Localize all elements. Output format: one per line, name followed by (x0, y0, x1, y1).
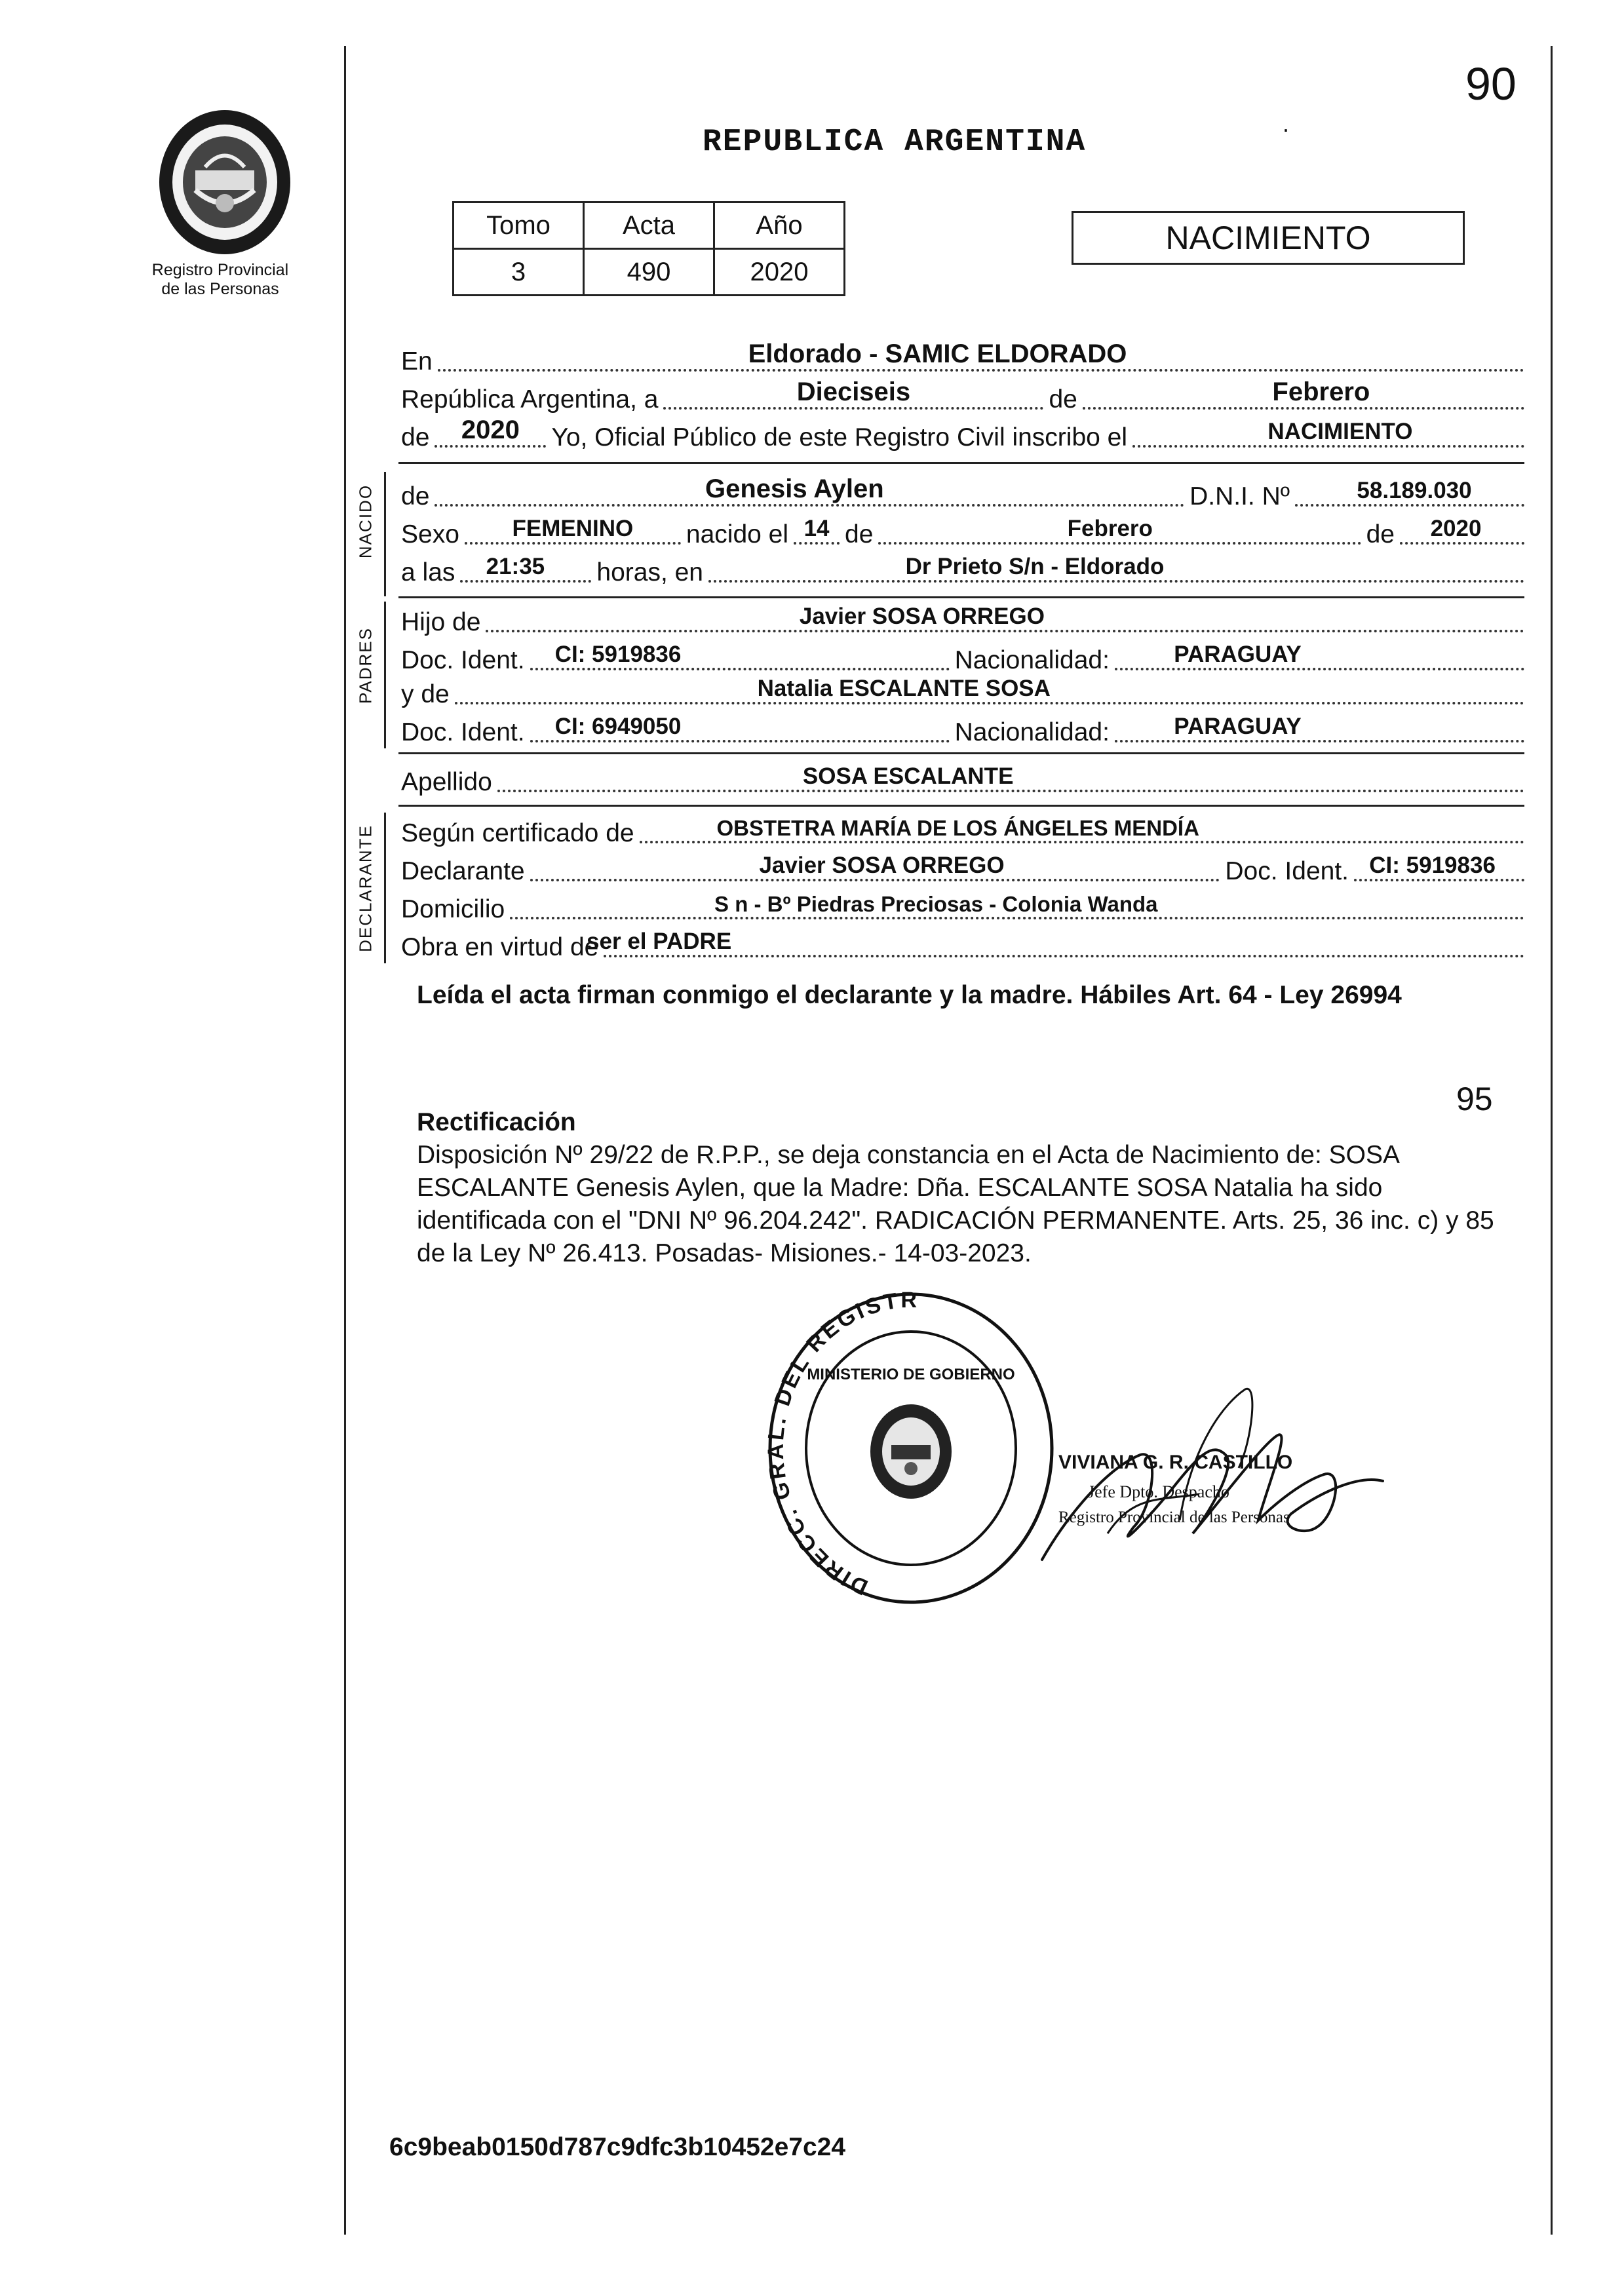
signature-office: Registro Provincial de las Personas (1058, 1509, 1290, 1526)
value-mother-nat: PARAGUAY (1174, 714, 1302, 739)
fill-father (486, 593, 1524, 632)
label-sexo: Sexo (401, 520, 459, 548)
acta-header-acta: Acta (584, 202, 714, 249)
stamp-inner-text: MINISTERIO DE GOBIERNO (807, 1366, 1015, 1383)
fill-birth-month (878, 505, 1361, 545)
value-dni: 58.189.030 (1357, 478, 1472, 503)
closing-note: Leída el acta firman conmigo el declarante y la madre. Hábiles Art. 64 - Ley 26994 (417, 981, 1402, 1009)
fill-birth-day (794, 505, 840, 545)
fill-domicilio (510, 880, 1524, 919)
label-de-year2: de (1366, 520, 1395, 548)
signature-role: Jefe Dpto. Despacho (1088, 1482, 1229, 1501)
label-nacido-el: nacido el (686, 520, 789, 548)
section-line-padres (384, 602, 386, 748)
value-month: Febrero (1272, 377, 1370, 406)
label-mother-nat: Nacionalidad: (954, 718, 1110, 746)
fill-father-nat (1115, 631, 1524, 670)
stamp-ring-text: DIRECC. GRAL. DEL REGISTR (763, 1288, 920, 1600)
acta-value-acta: 490 (584, 249, 714, 296)
section-label-padres: PADRES (355, 627, 376, 704)
value-birth-month: Febrero (1067, 516, 1153, 541)
signature-name: VIVIANA G. R. CASTILLO (1058, 1452, 1293, 1473)
document-hash: 6c9beab0150d787c9dfc3b10452e7c24 (389, 2133, 846, 2161)
rectificacion-body: Disposición Nº 29/22 de R.P.P., se deja constancia en el Acta de Nacimiento de: SOSA ESCALANTE Genesis Aylen, que la Madre: Dña. ESCALANTE SOSA Natalia ha sido identificada con el "DNI Nº 96.204.242". RADICACIÓN PERMANENTE. Arts. 25, 36 inc. c) y 85 de la Ley Nº 26.413. Posadas- Misiones.- 14-03-2023. (417, 1141, 1494, 1267)
value-event: NACIMIENTO (1267, 419, 1413, 444)
acta-value-tomo: 3 (454, 249, 584, 296)
registry-label: Registro Provincial de las Personas (151, 261, 289, 298)
value-mother: Natalia ESCALANTE SOSA (757, 676, 1051, 701)
label-father-nat: Nacionalidad: (954, 646, 1110, 674)
label-apellido: Apellido (401, 768, 492, 796)
left-margin-line (344, 46, 346, 2235)
value-apellido: SOSA ESCALANTE (802, 763, 1014, 789)
document-title: REPUBLICA ARGENTINA (703, 125, 1087, 160)
label-father-doc: Doc. Ident. (401, 646, 525, 674)
fill-month (1083, 370, 1524, 410)
row-apellido (401, 761, 1524, 798)
label-mother-doc: Doc. Ident. (401, 718, 525, 746)
value-name: Genesis Aylen (705, 474, 884, 503)
fill-birth-year (1400, 505, 1524, 545)
row-nacido-hora (401, 552, 1524, 588)
label-republica: República Argentina, a (401, 385, 659, 414)
label-y-de: y de (401, 680, 450, 708)
label-a-las: a las (401, 558, 455, 587)
acta-header-anio: Año (714, 202, 845, 249)
label-yo: Yo, Oficial Público de este Registro Civil inscribo el (551, 423, 1128, 452)
value-mother-doc: CI: 6949050 (554, 714, 682, 739)
label-dni: D.N.I. Nº (1189, 482, 1290, 510)
acta-table (452, 201, 845, 296)
label-obra: Obra en virtud de (401, 933, 599, 961)
fill-declarante (530, 842, 1220, 881)
label-declarante: Declarante (401, 857, 525, 885)
fill-mother-doc (530, 703, 950, 742)
fill-time (460, 543, 591, 583)
label-de: de (1049, 385, 1077, 414)
value-day: Dieciseis (796, 377, 911, 406)
fill-event (1132, 408, 1524, 448)
section-line-nacido (384, 472, 386, 596)
value-year: 2020 (461, 415, 520, 444)
value-time: 21:35 (486, 554, 545, 579)
label-en: En (401, 347, 433, 375)
fill-mother (455, 665, 1524, 704)
fill-obra (587, 918, 1524, 957)
value-declarante: Javier SOSA ORREGO (759, 853, 1005, 878)
label-decl-doc: Doc. Ident. (1225, 857, 1349, 885)
label-de-month: de (845, 520, 874, 548)
fill-mother-nat (1115, 703, 1524, 742)
fill-place (438, 332, 1524, 372)
value-decl-doc: CI: 5919836 (1369, 853, 1496, 878)
fill-certificado (640, 804, 1524, 843)
handwritten-signature (1029, 1363, 1396, 1599)
label-de-year: de (401, 423, 430, 452)
label-de-name: de (401, 482, 430, 510)
fill-name (435, 467, 1184, 507)
divider-1 (398, 462, 1524, 464)
official-stamp (760, 1288, 1062, 1615)
acta-header-tomo: Tomo (454, 202, 584, 249)
acta-value-anio: 2020 (714, 249, 845, 296)
value-birth-day: 14 (803, 516, 830, 541)
row-obra (401, 927, 1524, 963)
rectificacion-heading: Rectificación (417, 1108, 576, 1136)
value-domicilio: S n - Bº Piedras Preciosas - Colonia Wanda (714, 892, 1158, 916)
value-place: Eldorado - SAMIC ELDORADO (748, 339, 1127, 368)
row-year (401, 417, 1524, 453)
right-margin-line (1551, 46, 1553, 2235)
page-number: 90 (1465, 58, 1517, 109)
value-sexo: FEMENINO (512, 516, 634, 541)
record-type-box: NACIMIENTO (1072, 211, 1465, 265)
fill-decl-doc (1354, 842, 1524, 881)
fill-father-doc (530, 631, 950, 670)
section-label-nacido: NACIDO (355, 484, 376, 559)
label-horas: horas, en (596, 558, 703, 587)
value-birth-year: 2020 (1430, 516, 1482, 541)
row-mother-doc (401, 712, 1524, 748)
fill-day (663, 370, 1043, 410)
value-father: Javier SOSA ORREGO (799, 604, 1045, 629)
fill-year (435, 408, 546, 448)
fill-birth-place (708, 543, 1524, 583)
label-segun: Según certificado de (401, 819, 634, 847)
fill-dni (1295, 467, 1524, 507)
section-label-declarante: DECLARANTE (355, 824, 376, 952)
fill-sexo (465, 505, 681, 545)
value-father-doc: CI: 5919836 (554, 642, 682, 667)
label-domicilio: Domicilio (401, 895, 505, 923)
mark-dot: · (1282, 115, 1290, 142)
value-birth-place: Dr Prieto S/n - Eldorado (905, 554, 1165, 579)
value-certificado: OBSTETRA MARÍA DE LOS ÁNGELES MENDÍA (716, 816, 1199, 840)
fill-apellido (497, 753, 1524, 792)
label-hijo-de: Hijo de (401, 608, 481, 636)
value-father-nat: PARAGUAY (1174, 642, 1302, 667)
section-line-declarante (384, 813, 386, 963)
provincial-seal-logo (149, 105, 300, 259)
value-obra: ser el PADRE (587, 929, 732, 954)
rectificacion-page-number: 95 (1456, 1081, 1493, 1117)
